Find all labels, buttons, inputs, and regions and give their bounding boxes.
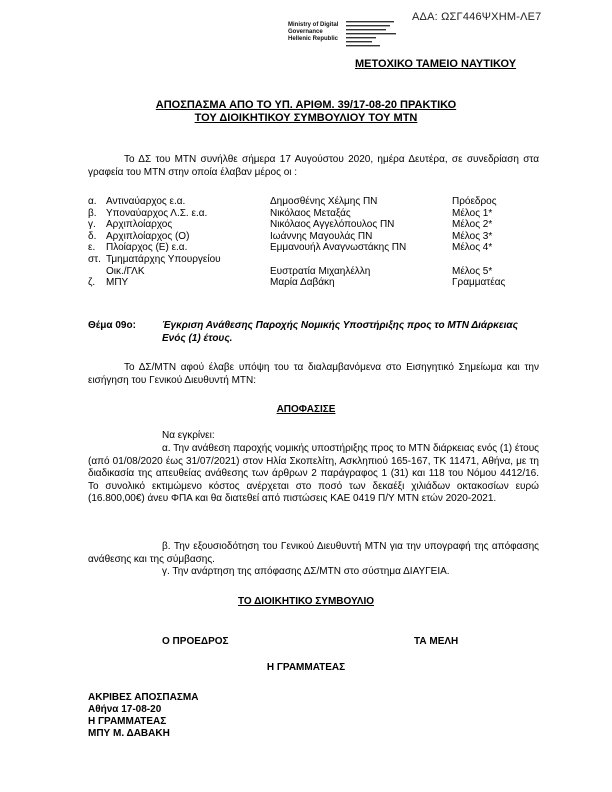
member-role: Πρόεδρος (452, 196, 497, 207)
member-row (88, 266, 540, 278)
member-role: Μέλος 3* (452, 230, 493, 242)
member-role: Μέλος 1* (452, 207, 493, 219)
member-rank: ΜΠΥ (106, 277, 129, 289)
member-letter: γ. (88, 219, 96, 231)
closing-line: Αθήνα 17-08-20 (88, 704, 162, 715)
closing-line: ΜΠΥ Μ. ΔΑΒΑΚΗ (88, 728, 170, 739)
title-line: ΤΟΥ ΔΙΟΙΚΗΤΙΚΟΥ ΣΥΜΒΟΥΛΙΟΥ ΤΟΥ ΜΤΝ (194, 112, 418, 124)
member-rank: Αντιναύαρχος ε.α. (106, 196, 186, 207)
member-name (270, 254, 452, 266)
signature-line: Ministry of Digital (288, 22, 339, 28)
members-signature-label: ΤΑ ΜΕΛΗ (414, 636, 459, 647)
member-rank: Αρχιπλοίαρχος (106, 219, 173, 231)
member-row (88, 242, 540, 254)
decision-item-a: α. Την ανάθεση παροχής νομικής υποστήριξης προς το ΜΤΝ διάρκειας ενός (1) έτους (από 01/08/2020 έως 31/07/2021) στον Ηλία Σκοπελίτη, Ασκληπιού 165-167, ΤΚ 11471, Αθήνα, με τη διαδικασία της απευθείας ανάθεσης των άρθρων 2 παράγραφος 1 (31) και 118 του Νόμου 4412/16. Το συνολικό εκτιμώμενο κόστος ανέρχεται στο ποσό των δεκαέξι χιλιάδων οκτακοσίων ευρώ (16.800,00€) άνευ ΦΠΑ και θα διατεθεί από πιστώσεις ΚΑΕ 0419 Π/Υ ΜΤΝ ετών 2020-2021. (88, 443, 540, 504)
decision-item-c: γ. Την ανάρτηση της απόφασης ΔΣ/ΜΤΝ στο σύστημα ΔΙΑΥΓΕΙΑ. (162, 566, 450, 577)
member-row (88, 196, 540, 208)
closing-line: ΑΚΡΙΒΕΣ ΑΠΟΣΠΑΣΜΑ (88, 692, 199, 703)
closing-block (88, 692, 198, 740)
member-row (88, 231, 540, 243)
decision-item-b: β. Την εξουσιοδότηση του Γενικού Διευθυντή ΜΤΝ για την υπογραφή της απόφασης ανάθεσης και της σύμβασης. (88, 541, 539, 565)
approves-line: Να εγκρίνει: (162, 430, 215, 441)
member-name: Ευστρατία Μιχαηλέλλη (270, 265, 371, 277)
member-row (88, 208, 540, 220)
intro-paragraph: Το ΔΣ του ΜΤΝ συνήλθε σήμερα 17 Αυγούστου 2020, ημέρα Δευτέρα, σε συνεδρίαση στα γραφεία του ΜΤΝ στην οποία έλαβαν μέρος οι : (88, 154, 539, 178)
member-row (88, 277, 540, 289)
title-line: ΑΠΟΣΠΑΣΜΑ ΑΠΟ ΤΟ ΥΠ. ΑΡΙΘΜ. 39/17-08-20 ΠΡΑΚΤΙΚΟ (155, 99, 457, 111)
member-letter: στ. (88, 253, 101, 265)
member-row (88, 254, 540, 266)
organization-name: ΜΕΤΟΧΙΚΟ ΤΑΜΕΙΟ ΝΑΥΤΙΚΟΥ (355, 58, 517, 70)
document-title (0, 99, 612, 125)
member-row (88, 219, 540, 231)
member-role (452, 254, 540, 266)
signature-line: Hellenic Republic (288, 36, 339, 42)
closing-line: Η ΓΡΑΜΜΑΤΕΑΣ (88, 716, 167, 727)
signature-details-icon (346, 20, 398, 56)
member-rank: Αρχιπλοίαρχος (Ο) (106, 230, 190, 242)
signature-text-glyph (346, 20, 398, 54)
member-rank: Υποναύαρχος Λ.Σ. ε.α. (106, 207, 208, 219)
member-name: Δημοσθένης Χέλμης ΠΝ (270, 196, 378, 207)
digital-signature-block (288, 22, 344, 43)
member-letter: α. (88, 196, 97, 207)
secretary-label: Η ΓΡΑΜΜΑΤΕΑΣ (266, 662, 346, 673)
decision-heading: ΑΠΟΦΑΣΙΣΕ (276, 404, 336, 415)
signature-line: Governance (288, 29, 323, 35)
member-role: Μέλος 5* (452, 265, 493, 277)
member-role: Μέλος 2* (452, 219, 493, 231)
member-letter: ε. (88, 242, 96, 254)
member-name: Εμμανουήλ Αναγνωστάκης ΠΝ (270, 242, 407, 254)
member-name: Ιωάννης Μαγουλάς ΠΝ (270, 230, 373, 242)
member-name: Νικόλαος Αγγελόπουλος ΠΝ (270, 219, 395, 231)
member-rank: Πλοίαρχος (Ε) ε.α. (106, 242, 188, 254)
member-name: Νικόλαος Μεταξάς (270, 207, 351, 219)
topic-label: Θέμα 09ο: (88, 320, 136, 331)
member-rank: Τμηματάρχης Υπουργείου (106, 253, 221, 265)
member-role: Γραμματέας (452, 277, 506, 289)
topic-text: Έγκριση Ανάθεσης Παροχής Νομικής Υποστήριξης προς το ΜΤΝ Διάρκειας Ενός (1) έτους. (162, 320, 518, 344)
ada-code: ΑΔΑ: ΩΣΓ446ΨΧΗΜ-ΛΕ7 (412, 11, 542, 23)
considered-paragraph: Το ΔΣ/ΜΤΝ αφού έλαβε υπόψη του τα διαλαμβανόμενα στο Εισηγητικό Σημείωμα και την εισήγηση του Γενικού Διευθυντή ΜΤΝ: (88, 362, 539, 386)
member-rank: Οικ./ΓΛΚ (106, 265, 145, 277)
president-label: Ο ΠΡΟΕΔΡΟΣ (162, 636, 229, 647)
board-signature-heading: ΤΟ ΔΙΟΙΚΗΤΙΚΟ ΣΥΜΒΟΥΛΙΟ (238, 596, 374, 607)
member-name: Μαρία Δαβάκη (270, 277, 335, 289)
members-list (88, 196, 540, 289)
member-letter (88, 266, 106, 278)
member-role: Μέλος 4* (452, 242, 493, 254)
member-letter: β. (88, 207, 97, 219)
member-letter: δ. (88, 230, 97, 242)
member-letter: ζ. (88, 277, 96, 289)
